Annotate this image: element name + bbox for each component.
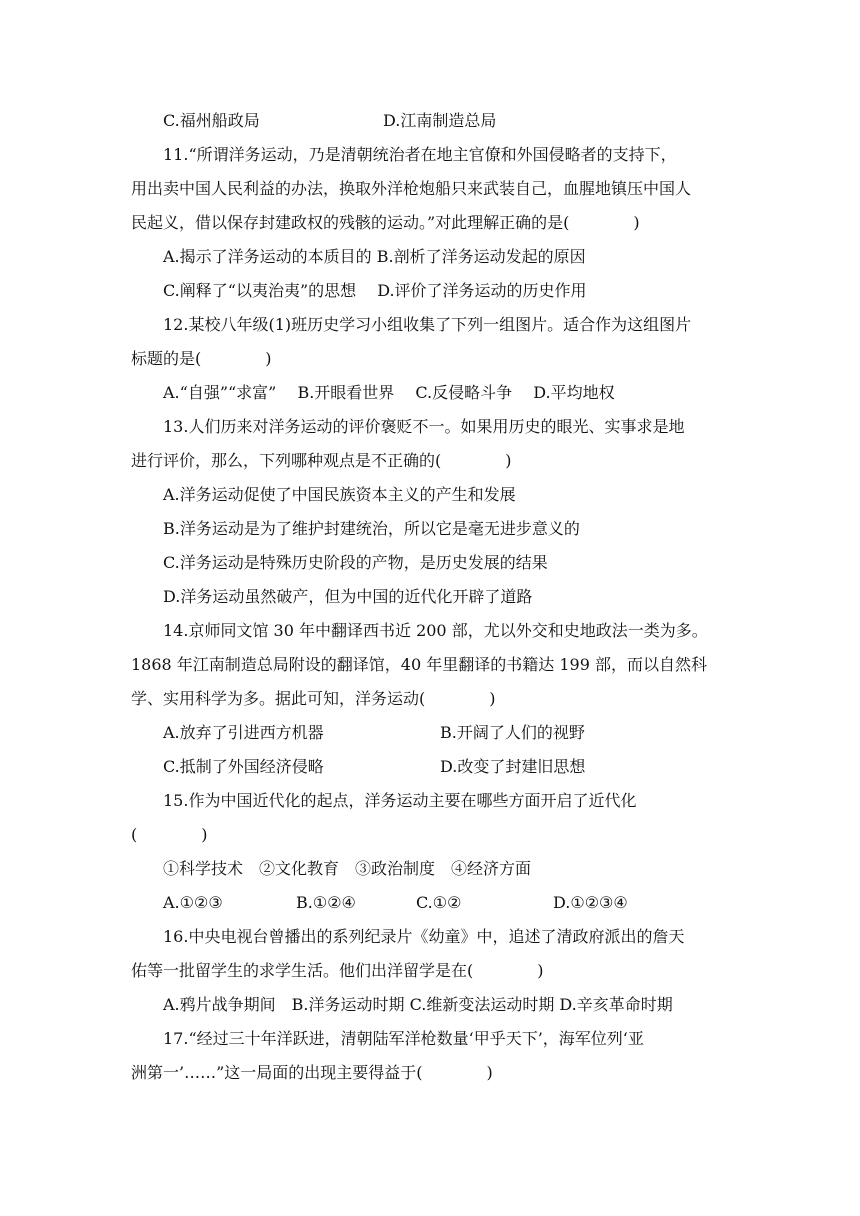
q14-stem-line-2: 1868 年江南制造总局附设的翻译馆，40 年里翻译的书籍达 199 部，而以自然科 [131, 655, 707, 674]
q12-options: A.“自强”“求富” B.开眼看世界 C.反侵略斗争 D.平均地权 [163, 383, 615, 402]
q13-stem-line-1: 13.人们历来对洋务运动的评价褒贬不一。如果用历史的眼光、实事求是地 [163, 417, 685, 436]
q11-options-cd: C.阐释了“以夷治夷”的思想 D.评价了洋务运动的历史作用 [163, 281, 587, 300]
q15-option-d: D.①②③④ [553, 893, 628, 912]
q17-stem-line-1: 17.“经过三十年洋跃进，清朝陆军洋枪数量‘甲乎天下’，海军位列‘亚 [163, 1029, 644, 1048]
q15-option-a: A.①②③ [163, 893, 223, 912]
q16-options: A.鸦片战争期间 B.洋务运动时期 C.维新变法运动时期 D.辛亥革命时期 [163, 995, 673, 1014]
q16-stem-line-2: 佑等一批留学生的求学生活。他们出洋留学是在( ) [131, 961, 544, 980]
q13-option-a: A.洋务运动促使了中国民族资本主义的产生和发展 [163, 485, 516, 504]
q15-option-b: B.①②④ [296, 893, 356, 912]
q13-option-c: C.洋务运动是特殊历史阶段的产物，是历史发展的结果 [163, 553, 548, 572]
q14-option-b: B.开阔了人们的视野 [440, 723, 585, 742]
q16-stem-line-1: 16.中央电视台曾播出的系列纪录片《幼童》中，追述了清政府派出的詹天 [163, 927, 685, 946]
q12-stem-line-1: 12.某校八年级(1)班历史学习小组收集了下列一组图片。适合作为这组图片 [163, 315, 692, 334]
q13-option-d: D.洋务运动虽然破产，但为中国的近代化开辟了道路 [163, 587, 533, 606]
q12-stem-line-2: 标题的是( ) [131, 349, 272, 368]
q14-option-d: D.改变了封建旧思想 [440, 757, 586, 776]
q10-option-d: D.江南制造总局 [383, 111, 497, 130]
q15-option-c: C.①② [416, 893, 462, 912]
q17-stem-line-2: 洲第一’……”这一局面的出现主要得益于( ) [131, 1063, 493, 1082]
q15-stem-line-1: 15.作为中国近代化的起点，洋务运动主要在哪些方面开启了近代化 [163, 791, 637, 810]
q13-option-b: B.洋务运动是为了维护封建统治，所以它是毫无进步意义的 [163, 519, 580, 538]
q11-options-ab: A.揭示了洋务运动的本质目的 B.剖析了洋务运动发起的原因 [163, 247, 586, 266]
q11-stem-line-1: 11.“所谓洋务运动，乃是清朝统治者在地主官僚和外国侵略者的支持下， [163, 145, 677, 164]
q14-option-c: C.抵制了外国经济侵略 [163, 757, 324, 776]
q14-option-a: A.放弃了引进西方机器 [163, 723, 324, 742]
q11-stem-line-2: 用出卖中国人民利益的办法，换取外洋枪炮船只来武装自己，血腥地镇压中国人 [131, 179, 692, 198]
q14-stem-line-3: 学、实用科学为多。据此可知，洋务运动( ) [131, 689, 496, 708]
q15-items: ①科学技术 ②文化教育 ③政治制度 ④经济方面 [163, 859, 532, 878]
q11-stem-line-3: 民起义，借以保存封建政权的残骸的运动。”对此理解正确的是( ) [131, 213, 640, 232]
q10-option-c: C.福州船政局 [163, 111, 260, 130]
q13-stem-line-2: 进行评价，那么，下列哪种观点是不正确的( ) [131, 451, 512, 470]
q14-stem-line-1: 14.京师同文馆 30 年中翻译西书近 200 部，尤以外交和史地政法一类为多。 [163, 621, 708, 640]
q15-stem-line-2: ( ) [131, 825, 208, 844]
